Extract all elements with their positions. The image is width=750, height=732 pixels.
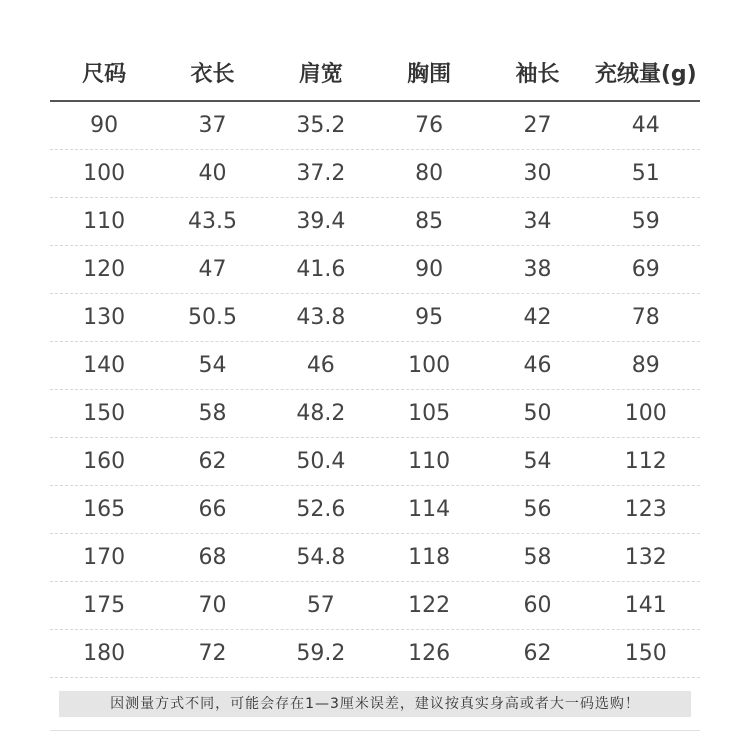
bottom-divider xyxy=(50,730,700,731)
cell-sleeve: 54 xyxy=(523,449,552,474)
cell-size: 175 xyxy=(83,593,126,618)
cell-length: 68 xyxy=(198,545,227,570)
cell-sleeve: 58 xyxy=(523,545,552,570)
cell-shoulder: 43.8 xyxy=(296,305,346,330)
cell-size: 165 xyxy=(83,497,126,522)
cell-length: 62 xyxy=(198,449,227,474)
cell-shoulder: 50.4 xyxy=(296,449,346,474)
header-shoulder: 肩宽 xyxy=(298,61,343,87)
cell-chest: 105 xyxy=(408,401,451,426)
cell-sleeve: 27 xyxy=(523,113,552,138)
cell-sleeve: 46 xyxy=(523,353,552,378)
table-row xyxy=(50,198,700,246)
cell-shoulder: 54.8 xyxy=(296,545,346,570)
cell-chest: 110 xyxy=(408,449,451,474)
cell-down-fill: 100 xyxy=(624,401,667,426)
cell-chest: 114 xyxy=(408,497,451,522)
header-down-fill: 充绒量(g) xyxy=(594,61,697,87)
cell-chest: 126 xyxy=(408,641,451,666)
cell-length: 70 xyxy=(198,593,227,618)
cell-length: 50.5 xyxy=(188,305,237,330)
table-row xyxy=(50,102,700,150)
cell-chest: 118 xyxy=(408,545,451,570)
cell-shoulder: 41.6 xyxy=(296,257,346,282)
table-header-row xyxy=(50,44,700,102)
cell-size: 170 xyxy=(83,545,126,570)
cell-chest: 95 xyxy=(415,305,444,330)
header-size: 尺码 xyxy=(82,61,127,87)
cell-length: 43.5 xyxy=(188,209,237,234)
cell-sleeve: 42 xyxy=(523,305,552,330)
cell-size: 100 xyxy=(83,161,126,186)
cell-chest: 122 xyxy=(408,593,451,618)
cell-down-fill: 150 xyxy=(624,641,667,666)
cell-sleeve: 50 xyxy=(523,401,552,426)
cell-size: 180 xyxy=(83,641,126,666)
table-row xyxy=(50,534,700,582)
cell-size: 140 xyxy=(83,353,126,378)
cell-shoulder: 57 xyxy=(306,593,335,618)
cell-down-fill: 59 xyxy=(631,209,660,234)
cell-length: 66 xyxy=(198,497,227,522)
cell-length: 54 xyxy=(198,353,227,378)
cell-down-fill: 78 xyxy=(631,305,660,330)
cell-chest: 76 xyxy=(415,113,444,138)
header-length: 衣长 xyxy=(190,61,235,87)
cell-size: 150 xyxy=(83,401,126,426)
measurement-note: 因测量方式不同，可能会存在1—3厘米误差，建议按真实身高或者大一码选购！ xyxy=(59,691,691,717)
cell-length: 72 xyxy=(198,641,227,666)
cell-size: 110 xyxy=(83,209,126,234)
cell-size: 120 xyxy=(83,257,126,282)
table-row xyxy=(50,486,700,534)
cell-sleeve: 38 xyxy=(523,257,552,282)
cell-shoulder: 59.2 xyxy=(296,641,346,666)
cell-length: 58 xyxy=(198,401,227,426)
cell-length: 40 xyxy=(198,161,227,186)
cell-shoulder: 46 xyxy=(306,353,335,378)
cell-shoulder: 37.2 xyxy=(296,161,346,186)
cell-down-fill: 141 xyxy=(624,593,667,618)
cell-length: 37 xyxy=(198,113,227,138)
cell-chest: 100 xyxy=(408,353,451,378)
cell-down-fill: 89 xyxy=(631,353,660,378)
cell-chest: 90 xyxy=(415,257,444,282)
table-body xyxy=(50,102,700,678)
cell-shoulder: 52.6 xyxy=(296,497,346,522)
cell-sleeve: 56 xyxy=(523,497,552,522)
table-row xyxy=(50,294,700,342)
cell-down-fill: 51 xyxy=(631,161,660,186)
cell-shoulder: 39.4 xyxy=(296,209,346,234)
cell-down-fill: 44 xyxy=(631,113,660,138)
table-row xyxy=(50,150,700,198)
cell-sleeve: 62 xyxy=(523,641,552,666)
table-row xyxy=(50,582,700,630)
cell-down-fill: 123 xyxy=(624,497,667,522)
table-row xyxy=(50,390,700,438)
cell-down-fill: 69 xyxy=(631,257,660,282)
table-row xyxy=(50,342,700,390)
cell-length: 47 xyxy=(198,257,227,282)
cell-chest: 85 xyxy=(415,209,444,234)
cell-shoulder: 48.2 xyxy=(296,401,346,426)
cell-down-fill: 132 xyxy=(624,545,667,570)
table-row xyxy=(50,630,700,678)
size-chart-table xyxy=(50,44,700,678)
cell-sleeve: 60 xyxy=(523,593,552,618)
cell-down-fill: 112 xyxy=(624,449,667,474)
cell-size: 160 xyxy=(83,449,126,474)
cell-size: 90 xyxy=(90,113,119,138)
table-row xyxy=(50,246,700,294)
cell-sleeve: 34 xyxy=(523,209,552,234)
cell-shoulder: 35.2 xyxy=(296,113,346,138)
header-sleeve: 袖长 xyxy=(515,61,560,87)
cell-size: 130 xyxy=(83,305,126,330)
cell-sleeve: 30 xyxy=(523,161,552,186)
cell-chest: 80 xyxy=(415,161,444,186)
table-row xyxy=(50,438,700,486)
header-chest: 胸围 xyxy=(407,61,452,87)
